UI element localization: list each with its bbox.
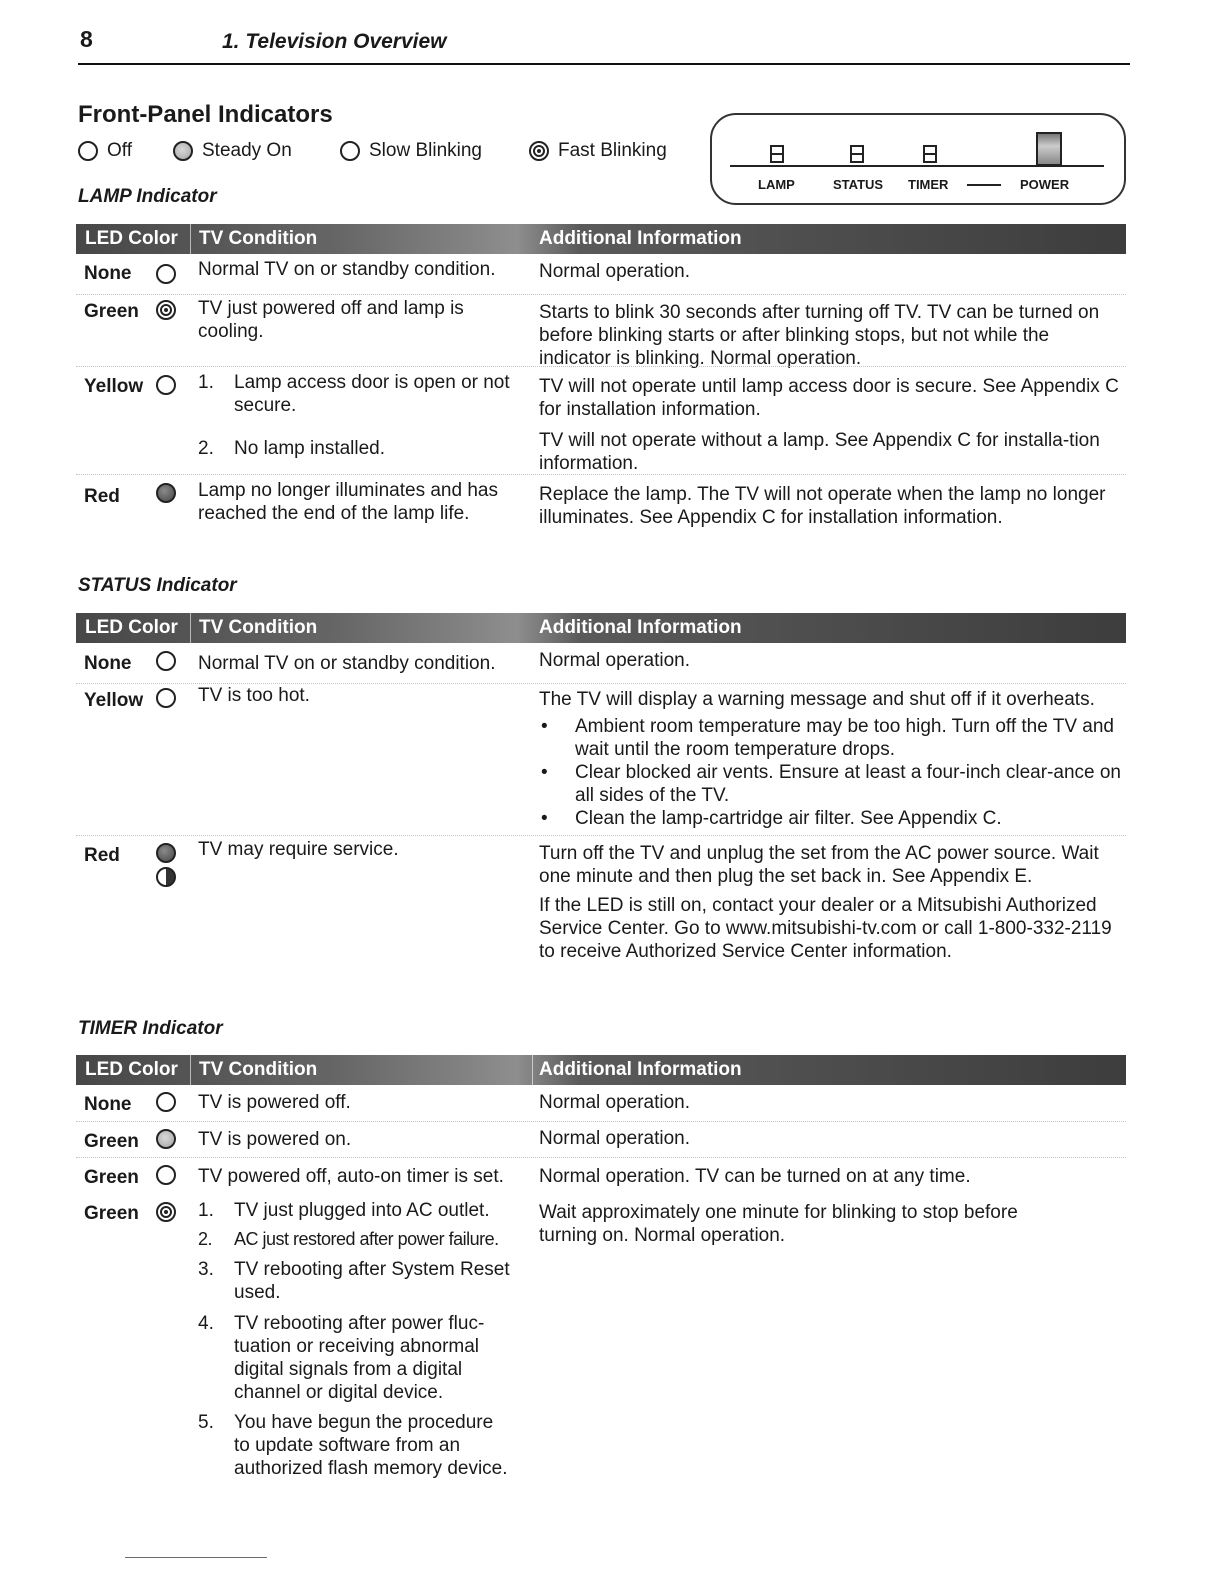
lamp-indicator-title: LAMP Indicator bbox=[78, 186, 217, 207]
tv-condition bbox=[198, 1199, 528, 1489]
slow-blink-indicator-icon bbox=[156, 867, 176, 887]
item-number: 2. bbox=[198, 1229, 213, 1249]
header-divider bbox=[190, 224, 191, 254]
table-row bbox=[76, 643, 1126, 683]
list-item bbox=[198, 1258, 538, 1306]
led-color: None bbox=[84, 653, 132, 674]
power-button-icon bbox=[1036, 132, 1062, 166]
panel-label-power: POWER bbox=[1020, 177, 1070, 192]
info-text: Turn off the TV and unplug the set from the AC power source. Wait one minute and then plug the set back in. See Appendix E. bbox=[539, 843, 1099, 887]
led-color: None bbox=[84, 1094, 132, 1115]
panel-dash bbox=[967, 184, 1001, 186]
slow-blink-indicator-icon bbox=[340, 141, 360, 161]
list-item: • Clean the lamp-cartridge air filter. See Appendix C. bbox=[539, 807, 1124, 830]
fast-blink-indicator-icon bbox=[156, 300, 176, 320]
header-divider bbox=[190, 613, 191, 643]
led-color: None bbox=[84, 263, 132, 284]
led-color: Yellow bbox=[84, 690, 144, 711]
col-tv-condition: TV Condition bbox=[199, 1059, 318, 1080]
table-row bbox=[76, 474, 1126, 535]
status-indicator-title: STATUS Indicator bbox=[78, 575, 237, 596]
steady-indicator-icon bbox=[173, 141, 193, 161]
header-divider bbox=[190, 1055, 191, 1085]
front-panel-diagram bbox=[710, 113, 1126, 205]
steady-indicator-icon bbox=[156, 1129, 176, 1149]
col-led-color: LED Color bbox=[85, 228, 178, 249]
table-row bbox=[76, 294, 1126, 367]
table-row bbox=[76, 1157, 1126, 1196]
additional-info: Replace the lamp. The TV will not operate when the lamp no longer illuminates. See Appendix C for installation information. bbox=[539, 484, 1106, 528]
info-text: If the LED is still on, contact your dealer or a Mitsubishi Authorized Service Center. Go to www.mitsubishi-tv.com or call 1-800-332-2119 to receive Authorized Service Center information. bbox=[539, 895, 1112, 962]
additional-info: Starts to blink 30 seconds after turning off TV. TV can be turned on before blinking starts or after blinking stops, but not while the indicator is blinking. Normal operation. bbox=[539, 302, 1100, 369]
table-row bbox=[76, 835, 1126, 976]
col-led-color: LED Color bbox=[85, 617, 178, 638]
timer-table-header bbox=[76, 1055, 1126, 1085]
additional-info: TV will not operate until lamp access door is secure. See Appendix C for installation information. bbox=[539, 376, 1119, 420]
tv-condition: TV is powered off. bbox=[198, 1092, 351, 1113]
list-item bbox=[198, 1312, 538, 1407]
table-row bbox=[76, 254, 1126, 294]
off-indicator-icon bbox=[156, 651, 176, 671]
steady-indicator-icon bbox=[156, 483, 176, 503]
list-item bbox=[198, 1411, 538, 1483]
page-number: 8 bbox=[80, 26, 93, 52]
item-number: 1. bbox=[198, 1200, 214, 1221]
off-indicator-icon bbox=[156, 1092, 176, 1112]
timer-indicator-title: TIMER Indicator bbox=[78, 1018, 223, 1039]
tv-condition: TV is too hot. bbox=[198, 685, 310, 706]
slow-blink-indicator-icon bbox=[156, 375, 176, 395]
additional-info: Normal operation. bbox=[539, 261, 691, 282]
table-row bbox=[76, 1195, 1126, 1485]
panel-label-timer: TIMER bbox=[908, 177, 949, 192]
additional-info: Normal operation. TV can be turned on at any time. bbox=[539, 1166, 971, 1187]
slow-blink-indicator-icon bbox=[156, 1165, 176, 1185]
led-color: Red bbox=[84, 486, 120, 507]
led-color: Yellow bbox=[84, 376, 144, 397]
additional-info: Normal operation. bbox=[539, 1128, 691, 1149]
header-rule bbox=[78, 63, 1130, 65]
legend-steady-label: Steady On bbox=[202, 140, 292, 161]
col-led-color: LED Color bbox=[85, 1059, 178, 1080]
item-number: 2. bbox=[198, 438, 214, 459]
fast-blink-indicator-icon bbox=[529, 141, 549, 161]
fast-blink-indicator-icon bbox=[156, 1202, 176, 1222]
status-table bbox=[76, 613, 1126, 962]
additional-info: Normal operation. bbox=[539, 1092, 691, 1113]
led-color: Red bbox=[84, 845, 120, 866]
table-row bbox=[76, 366, 1126, 475]
tv-condition: TV may require service. bbox=[198, 839, 399, 860]
tv-condition: Lamp no longer illuminates and has reached the end of the lamp life. bbox=[198, 480, 498, 524]
led-color: Green bbox=[84, 301, 139, 322]
section-title: Front-Panel Indicators bbox=[78, 101, 333, 128]
list-item bbox=[198, 1199, 538, 1223]
item-number: 1. bbox=[198, 372, 214, 393]
footer-line bbox=[125, 1557, 267, 1558]
bullet-list bbox=[539, 715, 1124, 830]
list-item bbox=[198, 1228, 538, 1252]
additional-info: TV will not operate without a lamp. See Appendix C for installa-tion information. bbox=[539, 430, 1100, 474]
additional-info: Normal operation. bbox=[539, 650, 691, 671]
tv-condition: TV is powered on. bbox=[198, 1129, 352, 1150]
steady-indicator-icon bbox=[156, 843, 176, 863]
info-text: The TV will display a warning message and shut off if it overheats. bbox=[539, 689, 1095, 710]
status-table-header bbox=[76, 613, 1126, 643]
item-text: TV just plugged into AC outlet. bbox=[234, 1200, 490, 1221]
slow-blink-indicator-icon bbox=[156, 688, 176, 708]
item-text: No lamp installed. bbox=[234, 438, 386, 459]
timer-led-icon bbox=[923, 145, 937, 163]
list-item: • Ambient room temperature may be too high. Turn off the TV and wait until the room temperature drops. bbox=[539, 715, 1124, 761]
lamp-led-icon bbox=[770, 145, 784, 163]
off-indicator-icon bbox=[78, 141, 98, 161]
col-additional-info: Additional Information bbox=[539, 228, 742, 249]
legend-slow-label: Slow Blinking bbox=[369, 140, 482, 161]
col-additional-info: Additional Information bbox=[539, 617, 742, 638]
chapter-title: 1. Television Overview bbox=[222, 30, 447, 53]
lamp-table bbox=[76, 224, 1126, 528]
item-number: 3. bbox=[198, 1259, 214, 1280]
item-text: Lamp access door is open or not secure. bbox=[234, 372, 510, 416]
panel-label-lamp: LAMP bbox=[758, 177, 795, 192]
legend-steady bbox=[173, 140, 292, 162]
legend-fast bbox=[529, 140, 667, 162]
timer-table bbox=[76, 1055, 1126, 1479]
item-text: TV rebooting after System Reset used. bbox=[234, 1259, 510, 1303]
item-text: You have begun the procedure to update software from an authorized flash memory device. bbox=[234, 1412, 508, 1479]
table-row bbox=[76, 1085, 1126, 1121]
item-number: 4. bbox=[198, 1313, 214, 1334]
header-divider bbox=[532, 1055, 533, 1085]
item-text: AC just restored after power failure. bbox=[234, 1229, 499, 1249]
tv-condition: Normal TV on or standby condition. bbox=[198, 259, 496, 280]
led-color: Green bbox=[84, 1203, 139, 1224]
off-indicator-icon bbox=[156, 264, 176, 284]
legend-off-label: Off bbox=[107, 140, 132, 161]
tv-condition bbox=[198, 371, 528, 421]
led-color: Green bbox=[84, 1167, 139, 1188]
additional-info bbox=[539, 688, 1124, 830]
legend-off bbox=[78, 140, 132, 162]
tv-condition: TV powered off, auto-on timer is set. bbox=[198, 1166, 504, 1187]
additional-info: Wait approximately one minute for blinking to stop before turning on. Normal operation. bbox=[539, 1202, 1018, 1246]
table-row bbox=[76, 683, 1126, 836]
legend-fast-label: Fast Blinking bbox=[558, 140, 667, 161]
legend-slow bbox=[340, 140, 482, 162]
panel-label-status: STATUS bbox=[833, 177, 884, 192]
item-text: TV rebooting after power fluc-tuation or receiving abnormal digital signals from a digital channel or digital device. bbox=[234, 1313, 485, 1403]
col-additional-info: Additional Information bbox=[539, 1059, 742, 1080]
tv-condition: TV just powered off and lamp is cooling. bbox=[198, 298, 464, 342]
additional-info bbox=[539, 842, 1124, 963]
status-led-icon bbox=[850, 145, 864, 163]
item-number: 5. bbox=[198, 1412, 214, 1433]
table-row bbox=[76, 1121, 1126, 1158]
tv-condition: Normal TV on or standby condition. bbox=[198, 653, 496, 674]
col-tv-condition: TV Condition bbox=[199, 228, 318, 249]
lamp-table-header bbox=[76, 224, 1126, 254]
col-tv-condition: TV Condition bbox=[199, 617, 318, 638]
led-color: Green bbox=[84, 1131, 139, 1152]
list-item: • Clear blocked air vents. Ensure at least a four-inch clear-ance on all sides of the TV. bbox=[539, 761, 1124, 807]
